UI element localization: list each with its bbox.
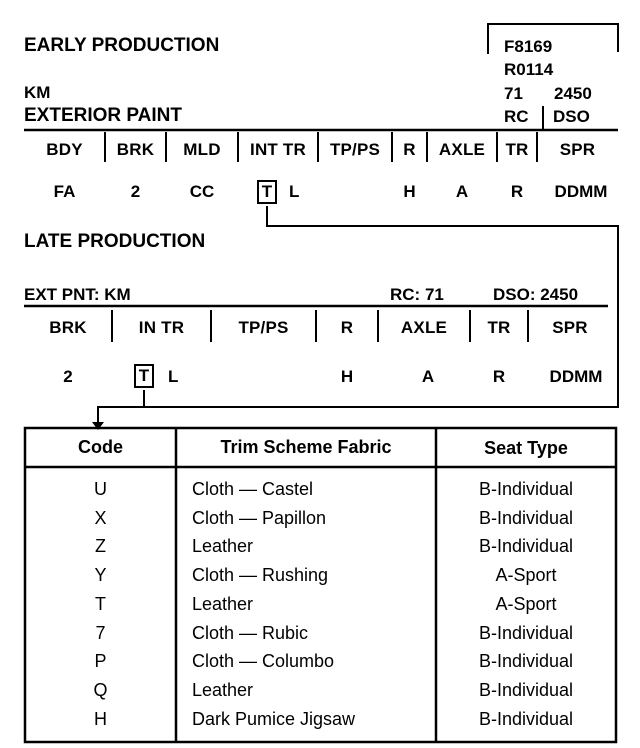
late-value-r: H	[340, 367, 354, 386]
table-header-fabric: Trim Scheme Fabric	[220, 437, 392, 457]
row-seat-type: B-Individual	[478, 623, 574, 643]
row-seat-type: B-Individual	[478, 680, 574, 700]
row-code: Z	[95, 536, 106, 556]
row-seat-type: B-Individual	[478, 536, 574, 556]
late-production-title: LATE PRODUCTION	[24, 231, 206, 252]
codebox-rc-label: RC	[504, 107, 529, 126]
codebox-dso-value: 2450	[554, 84, 592, 103]
early-value-r: H	[403, 182, 416, 201]
row-fabric: Leather	[192, 594, 254, 614]
early-header-axle: AXLE	[438, 140, 486, 159]
early-value-brk: 2	[130, 182, 141, 201]
row-code: T	[95, 594, 106, 614]
early-header-tr: TR	[505, 140, 529, 159]
late-value-spr: DDMM	[549, 367, 603, 386]
ext-pnt-label: EXT PNT: KM	[24, 285, 131, 304]
codebox-line2: R0114	[504, 60, 554, 79]
late-header-tp-ps: TP/PS	[238, 318, 289, 337]
row-fabric: Cloth — Columbo	[192, 651, 335, 671]
row-code: Y	[94, 565, 107, 585]
row-code: U	[94, 479, 107, 499]
early-value-mld: CC	[189, 182, 215, 201]
early-header-int-tr: INT TR	[250, 140, 306, 159]
row-code: 7	[95, 623, 106, 643]
late-header-tr: TR	[487, 318, 511, 337]
late-header-brk: BRK	[49, 318, 87, 337]
row-code: H	[94, 709, 107, 729]
row-fabric: Cloth — Rushing	[192, 565, 329, 585]
km-label: KM	[24, 83, 51, 102]
late-dso-label: DSO: 2450	[493, 285, 579, 304]
row-seat-type: A-Sport	[495, 594, 557, 614]
late-header-r: R	[340, 318, 354, 337]
codebox-line1: F8169	[504, 37, 553, 56]
row-fabric: Dark Pumice Jigsaw	[192, 709, 356, 729]
early-header-r: R	[403, 140, 416, 159]
early-value-tr: R	[510, 182, 524, 201]
early-value-spr: DDMM	[554, 182, 608, 201]
early-header-tp-ps: TP/PS	[329, 140, 381, 159]
table-header-code: Code	[78, 437, 123, 457]
late-value-in-tr-boxed: T	[134, 364, 154, 388]
late-value-brk: 2	[63, 367, 73, 386]
early-header-mld: MLD	[183, 140, 221, 159]
late-header-spr: SPR	[552, 318, 588, 337]
early-value-bdy: FA	[53, 182, 76, 201]
early-value-int-tr-rest: L	[289, 182, 300, 201]
late-value-axle: A	[421, 367, 435, 386]
row-seat-type: B-Individual	[478, 651, 574, 671]
row-fabric: Cloth — Rubic	[192, 623, 309, 643]
codebox-rc-value: 71	[504, 84, 523, 103]
row-fabric: Leather	[192, 536, 254, 556]
table-header-seat-type: Seat Type	[484, 438, 568, 458]
early-value-int-tr-boxed: T	[257, 180, 277, 204]
row-fabric: Cloth — Castel	[192, 479, 314, 499]
late-header-in-tr: IN TR	[138, 318, 185, 337]
exterior-paint-label: EXTERIOR PAINT	[24, 105, 182, 126]
row-fabric: Leather	[192, 680, 254, 700]
late-value-in-tr-rest: L	[168, 367, 179, 386]
row-code: P	[94, 651, 107, 671]
row-seat-type: A-Sport	[495, 565, 557, 585]
row-seat-type: B-Individual	[478, 508, 574, 528]
late-value-tr: R	[492, 367, 506, 386]
early-value-axle: A	[455, 182, 469, 201]
early-production-title: EARLY PRODUCTION	[24, 35, 220, 56]
codebox-dso-label: DSO	[553, 107, 590, 126]
early-header-brk: BRK	[116, 140, 155, 159]
early-header-spr: SPR	[559, 140, 596, 159]
late-header-axle: AXLE	[400, 318, 448, 337]
row-seat-type: B-Individual	[478, 479, 574, 499]
row-code: Q	[93, 680, 108, 700]
row-fabric: Cloth — Papillon	[192, 508, 327, 528]
row-code: X	[94, 508, 107, 528]
row-seat-type: B-Individual	[478, 709, 574, 729]
late-rc-label: RC: 71	[390, 285, 444, 304]
early-header-bdy: BDY	[46, 140, 83, 159]
